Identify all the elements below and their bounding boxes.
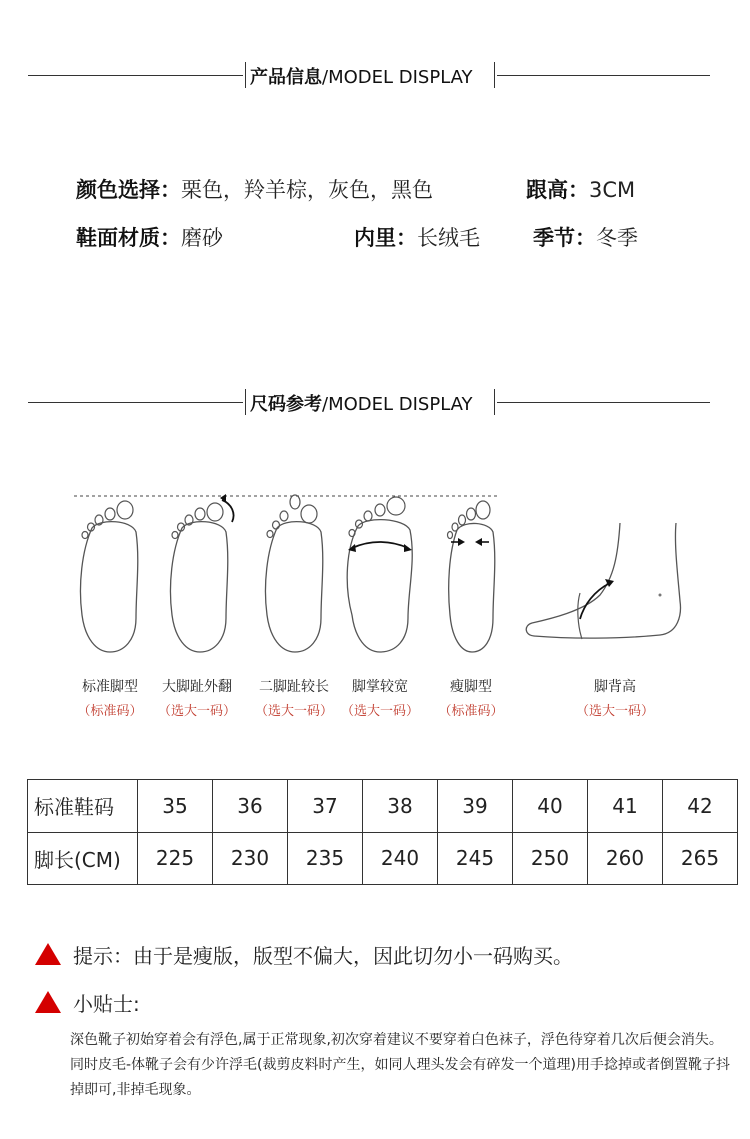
- table-header-cell: 脚长(CM): [28, 832, 138, 885]
- spec-color: [76, 174, 433, 204]
- table-header-cell: 标准鞋码: [28, 780, 138, 833]
- foot-type-advice: （选大一码）: [157, 704, 236, 719]
- table-cell: 260: [588, 832, 663, 885]
- warning-triangle-icon: [35, 943, 61, 965]
- table-cell: 41: [588, 780, 663, 833]
- foot-type-label: 瘦脚型: [450, 679, 492, 695]
- spec-lining-label: 内里：: [354, 226, 417, 250]
- spec-lining-value: 长绒毛: [417, 226, 480, 250]
- table-cell: 39: [438, 780, 513, 833]
- spec-season-label: 季节：: [533, 226, 596, 250]
- section-title-en: /MODEL DISPLAY: [322, 394, 473, 415]
- spec-color-value: 栗色，羚羊棕，灰色，黑色: [181, 178, 433, 202]
- table-cell: 240: [363, 832, 438, 885]
- spec-upper-value: 磨砂: [181, 226, 223, 250]
- foot-type-label: 大脚趾外翻: [162, 679, 232, 695]
- foot-type-advice: （选大一码）: [254, 704, 333, 719]
- warning-triangle-icon: [35, 991, 61, 1013]
- divider-bracket: [245, 389, 246, 415]
- table-cell: 225: [138, 832, 213, 885]
- divider-line: [28, 75, 243, 76]
- divider-bracket: [245, 62, 246, 88]
- foot-type-advice: （标准码）: [77, 704, 143, 719]
- section-title-cn: 产品信息: [250, 67, 322, 88]
- section-title-cn: 尺码参考: [250, 394, 322, 415]
- spec-season: [533, 222, 638, 252]
- spec-upper: [76, 222, 223, 252]
- foot-illustration-standard: [70, 490, 150, 660]
- divider-bracket: [494, 389, 495, 415]
- table-row: [28, 832, 738, 885]
- foot-type-advice: （选大一码）: [340, 704, 419, 719]
- foot-illustration-bunion: [160, 490, 240, 660]
- table-cell: 40: [513, 780, 588, 833]
- tip-care: [35, 988, 140, 1017]
- spec-upper-label: 鞋面材质：: [76, 226, 181, 250]
- foot-type-label: 脚掌较宽: [352, 679, 408, 695]
- section-header-size-guide: [0, 387, 750, 417]
- table-cell: 265: [663, 832, 738, 885]
- table-cell: 42: [663, 780, 738, 833]
- table-cell: 37: [288, 780, 363, 833]
- tip-sizing-text: 提示：由于是瘦版，版型不偏大，因此切勿小一码购买。: [73, 944, 573, 968]
- section-title-en: /MODEL DISPLAY: [322, 67, 473, 88]
- table-cell: 230: [213, 832, 288, 885]
- foot-type-label: 二脚趾较长: [259, 679, 329, 695]
- foot-type-advice: （标准码）: [438, 704, 504, 719]
- care-note: 深色靴子初始穿着会有浮色,属于正常现象,初次穿着建议不要穿着白色袜子，浮色待穿着几次后便会消失。同时皮毛-体靴子会有少许浮毛(裁剪皮料时产生，如同人理头发会有碎发一个道理)用手捻掉或者倒置靴子抖掉即可,非掉毛现象。: [70, 1032, 730, 1098]
- section-title: [250, 390, 490, 416]
- divider-line: [28, 402, 243, 403]
- foot-illustration-high-instep: [520, 515, 695, 645]
- divider-line: [497, 75, 710, 76]
- table-cell: 38: [363, 780, 438, 833]
- foot-type-label: 脚背高: [594, 679, 636, 695]
- table-cell: 250: [513, 832, 588, 885]
- spec-heel-label: 跟高：: [526, 178, 589, 202]
- size-table: [27, 779, 738, 885]
- divider-bracket: [494, 62, 495, 88]
- tip-care-title: 小贴士:: [73, 992, 140, 1016]
- table-cell: 35: [138, 780, 213, 833]
- foot-illustration-wide: [340, 490, 420, 660]
- table-cell: 235: [288, 832, 363, 885]
- table-row: [28, 780, 738, 833]
- section-title: [250, 63, 490, 89]
- spec-heel-value: 3CM: [589, 178, 636, 202]
- section-header-product-info: [0, 60, 750, 90]
- table-cell: 245: [438, 832, 513, 885]
- spec-heel: [526, 174, 635, 204]
- foot-type-label: 标准脚型: [82, 679, 138, 695]
- divider-line: [497, 402, 710, 403]
- spec-season-value: 冬季: [596, 226, 638, 250]
- foot-illustration-long-second-toe: [255, 490, 335, 660]
- spec-color-label: 颜色选择：: [76, 178, 181, 202]
- spec-lining: [354, 222, 480, 252]
- foot-type-advice: （选大一码）: [575, 704, 654, 719]
- foot-illustration-slim: [437, 490, 507, 660]
- table-cell: 36: [213, 780, 288, 833]
- tip-sizing: [35, 940, 573, 969]
